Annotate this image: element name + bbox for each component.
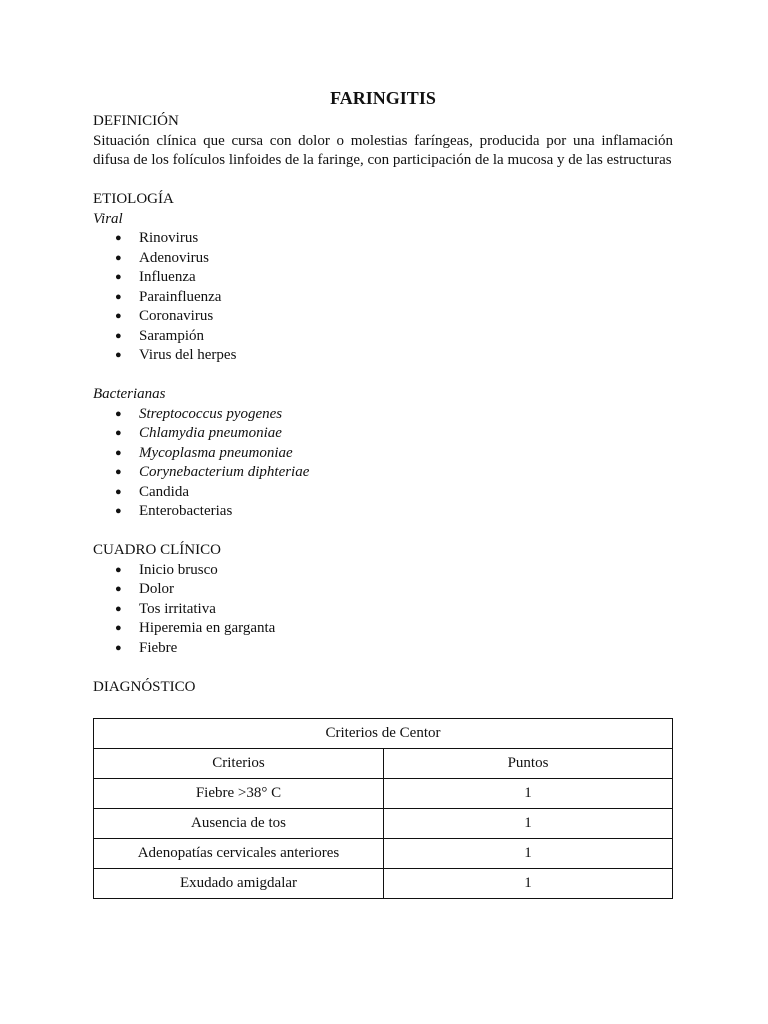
- document-page: [93, 86, 673, 899]
- column-header-criterios: Criterios: [94, 749, 384, 779]
- table-row: [94, 869, 673, 899]
- table-header-row: [94, 749, 673, 779]
- table-cell: 1: [384, 779, 673, 809]
- bullet-icon: ●: [115, 290, 122, 303]
- bullet-icon: ●: [115, 407, 122, 420]
- diagnostico-heading: DIAGNÓSTICO: [93, 678, 196, 695]
- bullet-icon: ●: [115, 485, 122, 498]
- table-cell: 1: [384, 809, 673, 839]
- table-row: [94, 809, 673, 839]
- bullet-icon: ●: [115, 349, 122, 361]
- table-cell: Exudado amigdalar: [94, 869, 384, 899]
- definicion-heading: DEFINICIÓN: [93, 113, 179, 129]
- spacer: [93, 171, 673, 191]
- etiologia-heading: ETIOLOGÍA: [93, 191, 174, 207]
- table-caption: Criterios de Centor: [94, 719, 673, 749]
- bullet-icon: ●: [115, 427, 122, 439]
- bullet-icon: ●: [115, 271, 122, 283]
- bacterianas-list: [93, 405, 673, 522]
- list-item: ● Inicio brusco: [93, 561, 673, 581]
- list-item: ● Chlamydia pneumoniae: [93, 424, 673, 444]
- list-item: ● Candida: [93, 483, 673, 503]
- bullet-icon: ●: [115, 232, 122, 244]
- list-item: ● Adenovirus: [93, 249, 673, 269]
- list-item: ● Virus del herpes: [93, 346, 673, 366]
- cuadro-clinico-list: [93, 561, 673, 659]
- table-cell: 1: [384, 839, 673, 869]
- centor-criteria-table: [93, 718, 673, 899]
- table-cell: Fiebre >38° C: [94, 779, 384, 809]
- table-cell: 1: [384, 869, 673, 899]
- list-item: ● Dolor: [93, 580, 673, 600]
- bullet-icon: ●: [115, 563, 122, 576]
- viral-list: [93, 229, 673, 366]
- bullet-icon: ●: [115, 446, 122, 459]
- list-item: ● Parainfluenza: [93, 288, 673, 308]
- bullet-icon: ●: [115, 505, 122, 517]
- spacer: [93, 366, 673, 386]
- bullet-icon: ●: [115, 583, 122, 595]
- spacer: [93, 658, 673, 678]
- table-row: [94, 779, 673, 809]
- table-cell: Adenopatías cervicales anteriores: [94, 839, 384, 869]
- list-item: ● Sarampión: [93, 327, 673, 347]
- list-item: ● Corynebacterium diphteriae: [93, 463, 673, 483]
- list-item: ● Streptococcus pyogenes: [93, 405, 673, 425]
- bullet-icon: ●: [115, 466, 122, 478]
- bacterianas-label: Bacterianas: [93, 386, 166, 402]
- list-item: ● Influenza: [93, 268, 673, 288]
- bullet-icon: ●: [115, 602, 122, 615]
- table-row: [94, 839, 673, 869]
- list-item: ● Fiebre: [93, 639, 673, 659]
- table-cell: Ausencia de tos: [94, 809, 384, 839]
- list-item: ● Rinovirus: [93, 229, 673, 249]
- column-header-puntos: Puntos: [384, 749, 673, 779]
- list-item: ● Enterobacterias: [93, 502, 673, 522]
- bullet-icon: ●: [115, 251, 122, 264]
- table-caption-row: [94, 719, 673, 749]
- list-item: ● Hiperemia en garganta: [93, 619, 673, 639]
- definicion-text: Situación clínica que cursa con dolor o molestias faríngeas, producida por una inflamación difusa de los folículos linfoides de la faringe, con participación de la mucosa y de las estructuras: [93, 132, 673, 168]
- bullet-icon: ●: [115, 641, 122, 654]
- cuadro-clinico-heading: CUADRO CLÍNICO: [93, 542, 221, 558]
- list-item: ● Mycoplasma pneumoniae: [93, 444, 673, 464]
- bullet-icon: ●: [115, 329, 122, 342]
- spacer: [93, 522, 673, 542]
- bullet-icon: ●: [115, 310, 122, 322]
- list-item: ● Tos irritativa: [93, 600, 673, 620]
- viral-label: Viral: [93, 210, 123, 227]
- bullet-icon: ●: [115, 622, 122, 634]
- list-item: ● Coronavirus: [93, 307, 673, 327]
- document-title: FARINGITIS: [330, 88, 436, 108]
